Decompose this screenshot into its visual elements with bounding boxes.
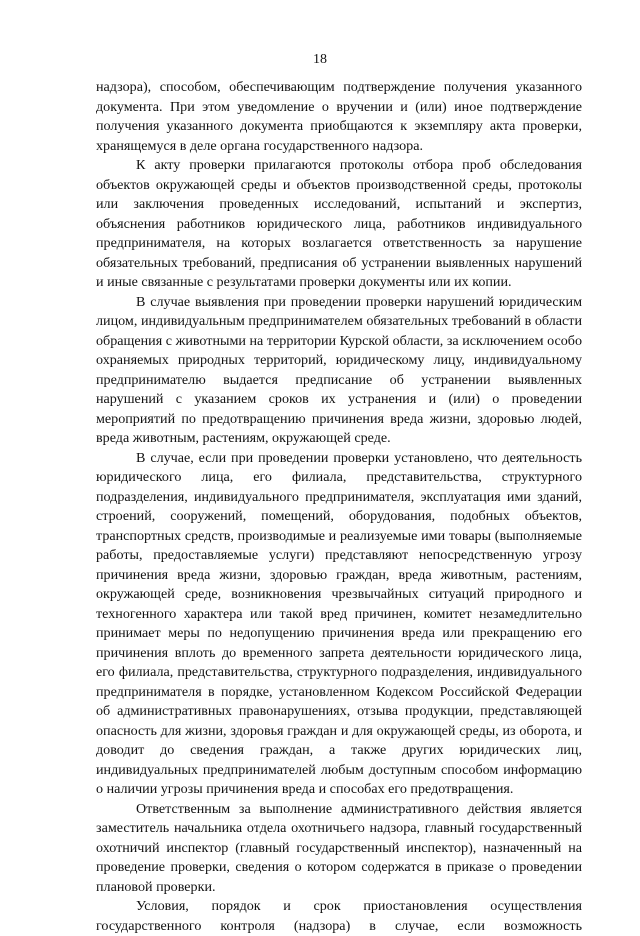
paragraph-threat-measures: В случае, если при проведении проверки установлено, что деятельность юридического лица, его филиала, представительства, структурного подразделения, индивидуального предпринимателя, эксплуатация ими зданий, строений, сооружений, помещений, оборудования, подобных объектов, транспортных средств, производимые и реализуемые ими товары (выполняемые работы, предоставляемые услуги) представляют непосредственную угрозу причинения вреда жизни, здоровью граждан, вреда животным, растениям, окружающей среде, возникновения чрезвычайных ситуаций природного и техногенного характера или такой вред причинен, комитет незамедлительно принимает меры по недопущению причинения вреда или прекращению его причинения вплоть до временного запрета деятельности юридического лица, его филиала, представительства, структурного подразделения, индивидуального предпринимателя в порядке, установленном Кодексом Российской Федерации об административных правонарушениях, отзыва продукции, представляющей опасность для жизни, здоровья граждан и для окружающей среды, из оборота, и доводит до сведения граждан, а также других юридических лиц, индивидуальных предпринимателей любым доступным способом информацию о наличии угрозы причинения вреда и способах его предотвращения. [96,449,582,797]
paragraph-violations: В случае выявления при проведении проверки нарушений юридическим лицом, индивидуальным предпринимателем обязательных требований в области обращения с животными на территории Курской области, за исключением особо охраняемых природных территорий, юридическому лицу, индивидуальному предпринимателю выдается предписание об устранении выявленных нарушений с указанием сроков их устранения и (или) о проведении мероприятий по предотвращению причинения вреда жизни, здоровью людей, вреда животным, растениям, окружающей среде. [96,293,582,446]
document-body [96,78,582,936]
paragraph-continuation: надзора), способом, обеспечивающим подтверждение получения указанного документа. При этом уведомление о вручении и (или) иное подтверждение получения указанного документа приобщаются к экземпляру акта проверки, хранящемуся в деле органа государственного надзора. [96,79,582,154]
page-number: 18 [313,52,327,67]
paragraph-suspension-conditions: Условия, порядок и срок приостановления осуществления государственного контроля (надзора) в случае, если возможность [96,898,582,934]
paragraph-responsible: Ответственным за выполнение административного действия является заместитель начальника отдела охотничьего надзора, главный государственный охотничий инспектор (главный государственный инспектор), назначенный на проведение проверки, сведения о котором содержатся в приказе о проведении плановой проверки. [96,800,582,895]
paragraph-attachments: К акту проверки прилагаются протоколы отбора проб обследования объектов окружающей среды и объектов производственной среды, протоколы или заключения проведенных исследований, испытаний и экспертиз, объяснения работников юридического лица, работников индивидуального предпринимателя, на которых возлагается ответственность за нарушение обязательных требований, предписания об устранении выявленных нарушений и иные связанные с результатами проверки документы или их копии. [96,157,582,290]
